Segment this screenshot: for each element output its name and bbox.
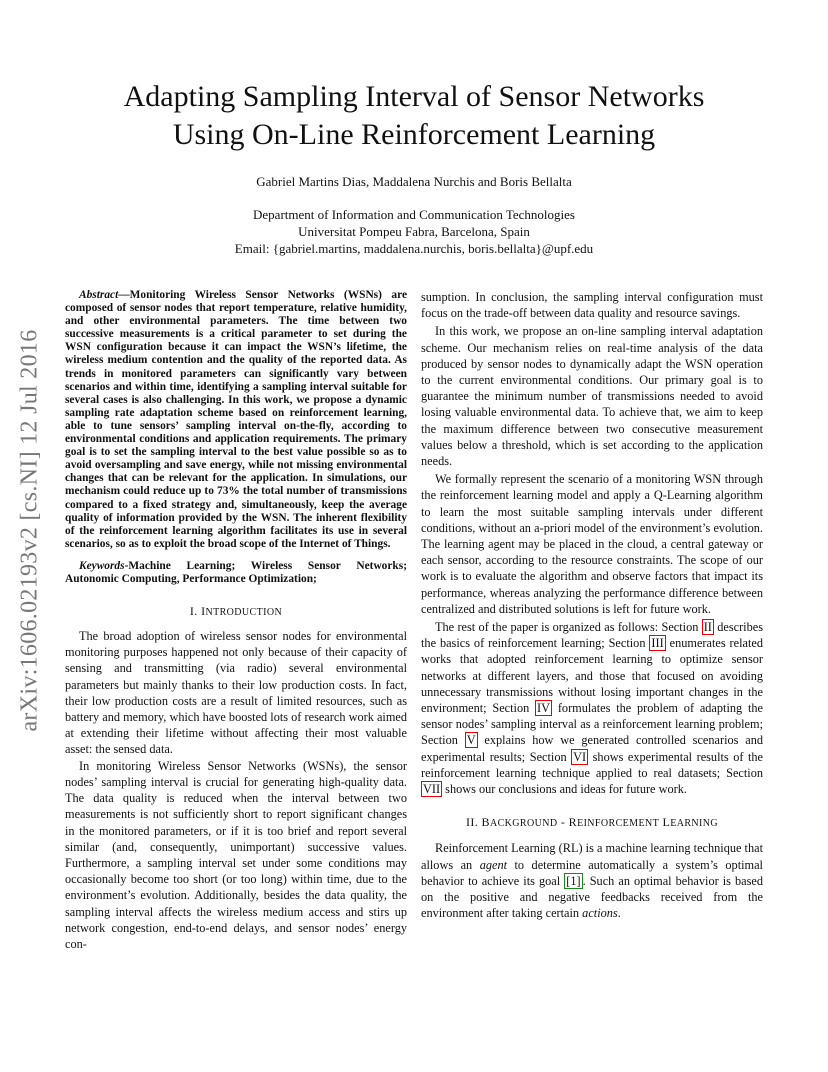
abstract — [65, 289, 407, 551]
section-link-iii[interactable]: III — [651, 636, 664, 651]
section-heading-background: II. BACKGROUND - REINFORCEMENT LEARNING — [465, 815, 719, 830]
intro-paragraph-organization: The rest of the paper is organized as follows: Section II describes the basics of reinforcement learning; Section III enumerates related works that adopted reinforcement learning to optimize sensor networks at different layers, and those that focused on avoiding unnecessary transmissions without losing important changes in the environment; Section IV formulates the problem of adapting the sensor nodes’ sampling interval as a reinforcement learning problem; Section V explains how we generated controlled scenarios and experimental results; Section VI shows experimental results of the reinforcement learning technique applied to real datasets; Section VII shows our conclusions and ideas for future work. — [421, 620, 763, 797]
section-heading-introduction: I. INTRODUCTION — [189, 604, 283, 619]
section-link-iv[interactable]: IV — [537, 701, 551, 716]
left-column — [65, 289, 407, 952]
intro-paragraph-4: We formally represent the scenario of a monitoring WSN through the reinforcement learning model and apply a Q-Learning algorithm to learn the most suitable sampling intervals under different conditions, without an a-priori model of the environment’s evolution. The learning agent may be placed in the cloud, a central gateway or each sensor, according to the resource constraints. The scope of our work is to evaluate the algorithm and observe factors that impact its performance, whereas analyzing the performance difference between centralized and distributed solutions is left for future work. — [421, 472, 763, 616]
title-line-2: Using On-Line Reinforcement Learning — [172, 118, 656, 151]
author-list: Gabriel Martins Dias, Maddalena Nurchis and Boris Bellalta — [256, 174, 572, 189]
affiliation — [40, 206, 788, 257]
background-paragraph-1: Reinforcement Learning (RL) is a machine learning technique that allows an agent to determine automatically a system’s optimal behavior to achieve its goal [1] . Such an optimal behavior is based on the positive and negative feedbacks received from the environment after taking certain actions. — [421, 841, 764, 921]
intro-paragraph-2: In monitoring Wireless Sensor Networks (WSNs), the sensor nodes’ sampling interval is crucial for generating high-quality data. The data quality is reduced when the interval between two measurements is not sufficiently short to report significant changes in the monitored parameters, or if it is too brief and report several similar (and, consequently, unimportant) successive values. Furthermore, a sampling interval set under some conditions may occasionally become too short (or too long) within time, due to the environment’s evolution. Additionally, besides the data quality, the sampling interval affects the wireless medium access and stirs up network congestion, end-to-end delays, and sensor nodes’ energy con- — [65, 758, 407, 951]
section-link-v[interactable]: V — [466, 733, 476, 748]
keywords-label: Keywords — [79, 559, 125, 572]
section-link-ii[interactable]: II — [703, 620, 712, 635]
right-column — [421, 289, 763, 921]
citation-link-1[interactable]: [1] — [566, 873, 581, 888]
affiliation-university: Universitat Pompeu Fabra, Barcelona, Spain — [298, 224, 530, 239]
abstract-text: —Monitoring Wireless Sensor Networks (WSNs) are composed of sensor nodes that report temperature, relative humidity, and other environmental parameters. The time between two successive measurements is a critical parameter to set during the WSN configuration because it can impact the WSN’s lifetime, the wireless medium contention and the quality of the reported data. As trends in monitored parameters can significantly vary between scenarios and within time, identifying a sampling interval suitable for several cases is also challenging. In this work, we propose a dynamic sampling rate adaptation scheme based on reinforcement learning, able to tune sensors’ sampling interval on-the-fly, according to environmental conditions and application requirements. The primary goal is to set the sampling interval to the best value possible so as to avoid oversampling and save energy, while not missing environmental changes that can be relevant for the application. In simulations, our mechanism could reduce up to 73% the total number of transmissions compared to a fixed strategy and, simultaneously, keep the average quality of information provided by the WSN. The inherent flexibility of the reinforcement learning algorithm facilitates its use in several scenarios, so as to exploit the broad scope of the Internet of Things. — [65, 289, 407, 550]
keywords-text: -Machine Learning; Wireless Sensor Networks; Autonomic Computing, Performance Optimization; — [65, 559, 407, 585]
section-link-vi[interactable]: VI — [573, 749, 587, 764]
section-link-vii[interactable]: VII — [423, 782, 441, 797]
title-line-1: Adapting Sampling Interval of Sensor Networks — [123, 80, 705, 113]
abstract-label: Abstract — [79, 289, 119, 301]
affiliation-email: Email: {gabriel.martins, maddalena.nurchis, boris.bellalta}@upf.edu — [234, 241, 594, 256]
arxiv-stamp — [10, 300, 50, 760]
affiliation-department: Department of Information and Communication Technologies — [253, 207, 575, 222]
arxiv-identifier: arXiv:1606.02193v2 [cs.NI] 12 Jul 2016 — [16, 328, 43, 732]
intro-paragraph-3: In this work, we propose an on-line sampling interval adaptation scheme. Our mechanism relies on real-time analysis of the data produced by sensor nodes to dynamically adapt the WSN operation to the current environmental conditions. Our primary goal is to guarantee the minimum number of transmissions needed to avoid losing valuable environmental data. To achieve that, we aim to keep the maximum difference between two consecutive measurement values below a threshold, which is set according to the application needs. — [421, 324, 763, 469]
intro-continuation: sumption. In conclusion, the sampling interval configuration must focus on the trade-off between data quality and resource savings. — [421, 290, 763, 321]
keywords — [65, 560, 407, 586]
paper-title — [40, 78, 788, 154]
intro-paragraph-1: The broad adoption of wireless sensor nodes for environmental monitoring purposes happened not only because of their capacity of sensing and transmitting (via radio) several environmental parameters but mainly thanks to their low production costs. In fact, their low production costs are a result of limited resources, such as battery and memory, which have boosted lots of research work aimed at extending their lifetime without affecting their most valuable asset: the sensed data. — [65, 629, 407, 757]
